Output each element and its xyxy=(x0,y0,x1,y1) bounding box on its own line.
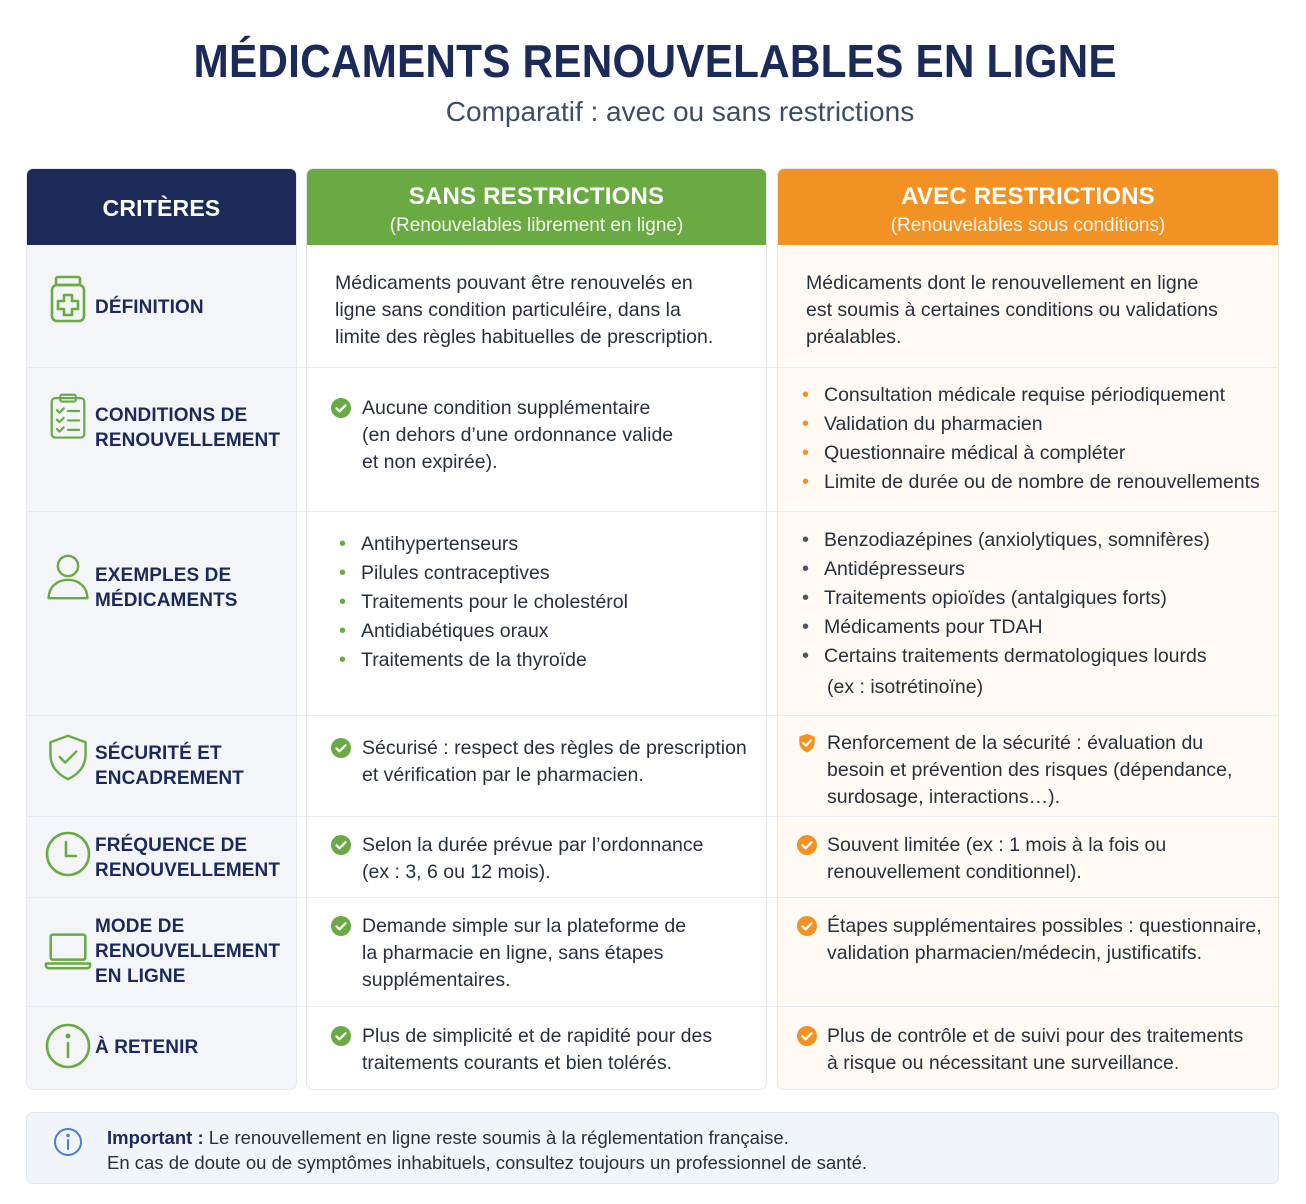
list-item: • Benzodiazépines (anxiolytiques, somnifères) xyxy=(798,526,1210,555)
criteria-label-line: SÉCURITÉ ET xyxy=(95,743,222,764)
criteria-label-line: CONDITIONS DE xyxy=(95,405,248,426)
frequency-sans-cell xyxy=(362,832,704,886)
cell-text: supplémentaires. xyxy=(362,969,511,991)
list-item: • Certains traitements dermatologiques lourds xyxy=(798,642,1210,671)
list-item: • Traitements de la thyroïde xyxy=(335,646,628,675)
cell-text: Aucune condition supplémentaire xyxy=(362,397,651,419)
info-circle-icon xyxy=(44,1022,92,1070)
list-item: • Consultation médicale requise périodiquement xyxy=(798,381,1260,410)
row-divider xyxy=(26,715,1279,716)
cell-text: Renforcement de la sécurité : évaluation du xyxy=(827,732,1204,754)
cell-text: Souvent limitée (ex : 1 mois à la fois ou xyxy=(827,834,1167,856)
criteria-header xyxy=(27,169,296,245)
clipboard-checklist-icon xyxy=(44,393,92,441)
list-item: • Antidépresseurs xyxy=(798,555,1210,584)
conditions-avec-list xyxy=(798,381,1260,497)
cell-text: la pharmacie en ligne, sans étapes xyxy=(362,942,664,964)
cell-text: et non expirée). xyxy=(362,451,498,473)
cell-text: (ex : 3, 6 ou 12 mois). xyxy=(362,861,551,883)
criteria-label-line: À RETENIR xyxy=(95,1037,199,1058)
remember-avec-cell xyxy=(827,1023,1243,1077)
check-circle-icon xyxy=(797,1026,817,1046)
list-item: • Questionnaire médical à compléter xyxy=(798,439,1260,468)
security-sans-cell xyxy=(362,735,747,789)
cell-text: Selon la durée prévue par l’ordonnance xyxy=(362,834,704,856)
check-circle-icon xyxy=(331,738,351,758)
cell-text: Demande simple sur la plateforme de xyxy=(362,915,687,937)
check-circle-icon xyxy=(331,1026,351,1046)
shield-check-icon xyxy=(44,733,92,781)
cell-text: Plus de simplicité et de rapidité pour des xyxy=(362,1025,713,1047)
criteria-label-line: DÉFINITION xyxy=(95,297,204,318)
cell-text: surdosage, interactions…). xyxy=(827,786,1061,808)
check-circle-icon xyxy=(331,398,351,418)
list-item: • Antihypertenseurs xyxy=(335,530,628,559)
page-subtitle: Comparatif : avec ou sans restrictions xyxy=(445,96,915,127)
criteria-label-line: RENOUVELLEMENT xyxy=(95,430,281,451)
cell-text: renouvellement conditionnel). xyxy=(827,861,1082,883)
conditions-sans-cell xyxy=(362,395,673,476)
page-title: MÉDICAMENTS RENOUVELABLES EN LIGNE xyxy=(193,35,1117,87)
criteria-label xyxy=(95,563,238,613)
criteria-label-line: EXEMPLES DE xyxy=(95,565,232,586)
cell-text: Sécurisé : respect des règles de prescription xyxy=(362,737,747,759)
list-item: • Médicaments pour TDAH xyxy=(798,613,1210,642)
cell-text: (en dehors d’une ordonnance valide xyxy=(362,424,674,446)
avec-restrictions-subtitle: (Renouvelables sous conditions) xyxy=(890,215,1166,236)
check-circle-icon xyxy=(331,916,351,936)
avec-restrictions-title: AVEC RESTRICTIONS xyxy=(901,183,1155,210)
avec-restrictions-header xyxy=(778,169,1278,245)
note-line-1: Le renouvellement en ligne reste soumis à la réglementation française. xyxy=(208,1127,789,1148)
criteria-label-line: MÉDICAMENTS xyxy=(95,590,238,611)
security-avec-cell xyxy=(827,730,1232,811)
list-item: • Traitements opioïdes (antalgiques forts) xyxy=(798,584,1210,613)
list-item: • Antidiabétiques oraux xyxy=(335,617,628,646)
cell-text: limite des règles habituelles de prescription. xyxy=(335,326,714,348)
criteria-label xyxy=(95,833,280,883)
cell-text: Médicaments pouvant être renouvelés en xyxy=(335,272,693,294)
note-text xyxy=(107,1125,867,1175)
note-label: Important : xyxy=(107,1127,204,1148)
sans-restrictions-subtitle: (Renouvelables librement en ligne) xyxy=(389,215,684,236)
criteria-header-title: CRITÈRES xyxy=(102,195,221,221)
laptop-icon xyxy=(44,927,92,975)
definition-avec-cell xyxy=(806,270,1218,351)
check-circle-icon xyxy=(331,835,351,855)
remember-sans-cell xyxy=(362,1023,712,1077)
examples-sans-list xyxy=(335,530,628,675)
cell-text: est soumis à certaines conditions ou validations xyxy=(806,299,1218,321)
cell-text: Médicaments dont le renouvellement en ligne xyxy=(806,272,1199,294)
mode-avec-cell xyxy=(827,913,1262,967)
cell-text: Plus de contrôle et de suivi pour des traitements xyxy=(827,1025,1244,1047)
clock-icon xyxy=(44,830,92,878)
cell-text: traitements courants et bien tolérés. xyxy=(362,1052,672,1074)
frequency-avec-cell xyxy=(827,832,1166,886)
row-divider xyxy=(26,897,1279,898)
shield-check-icon xyxy=(797,733,817,753)
cell-text: ligne sans condition particuléire, dans la xyxy=(335,299,681,321)
list-item: • Pilules contraceptives xyxy=(335,559,628,588)
criteria-label xyxy=(95,403,280,453)
list-item: • Limite de durée ou de nombre de renouvellements xyxy=(798,468,1260,497)
criteria-label xyxy=(95,741,244,791)
list-item: • Traitements pour le cholestérol xyxy=(335,588,628,617)
row-divider xyxy=(26,511,1279,512)
row-divider xyxy=(26,1006,1279,1007)
info-circle-icon xyxy=(53,1127,83,1157)
criteria-label xyxy=(95,914,280,989)
person-icon xyxy=(44,553,92,601)
definition-sans-cell xyxy=(335,270,713,351)
cell-text: Étapes supplémentaires possibles : questionnaire, xyxy=(827,915,1262,937)
criteria-label-line: EN LIGNE xyxy=(95,966,186,987)
mode-sans-cell xyxy=(362,913,686,994)
cell-text: et vérification par le pharmacien. xyxy=(362,764,644,786)
criteria-label xyxy=(95,1035,198,1060)
sans-restrictions-title: SANS RESTRICTIONS xyxy=(408,183,665,210)
check-circle-icon xyxy=(797,835,817,855)
cell-text: validation pharmacien/médecin, justificatifs. xyxy=(827,942,1203,964)
sans-restrictions-header xyxy=(307,169,766,245)
criteria-label xyxy=(95,295,204,320)
criteria-label-line: RENOUVELLEMENT xyxy=(95,941,281,962)
check-circle-icon xyxy=(797,916,817,936)
important-note xyxy=(26,1112,1279,1184)
note-line-2: En cas de doute ou de symptômes inhabituels, consultez toujours un professionnel de santé. xyxy=(107,1152,867,1173)
row-divider xyxy=(26,816,1279,817)
cell-text: besoin et prévention des risques (dépendance, xyxy=(827,759,1233,781)
cell-text: à risque ou nécessitant une surveillance. xyxy=(827,1052,1180,1074)
criteria-label-line: MODE DE xyxy=(95,916,185,937)
row-divider xyxy=(26,367,1279,368)
criteria-label-line: FRÉQUENCE DE xyxy=(95,835,248,856)
examples-avec-extra: (ex : isotrétinoïne) xyxy=(827,676,984,698)
medicine-bottle-icon xyxy=(44,275,92,323)
examples-avec-list xyxy=(798,526,1210,671)
criteria-label-line: RENOUVELLEMENT xyxy=(95,860,281,881)
list-item: • Validation du pharmacien xyxy=(798,410,1260,439)
criteria-label-line: ENCADREMENT xyxy=(95,768,244,789)
cell-text: préalables. xyxy=(806,326,902,348)
